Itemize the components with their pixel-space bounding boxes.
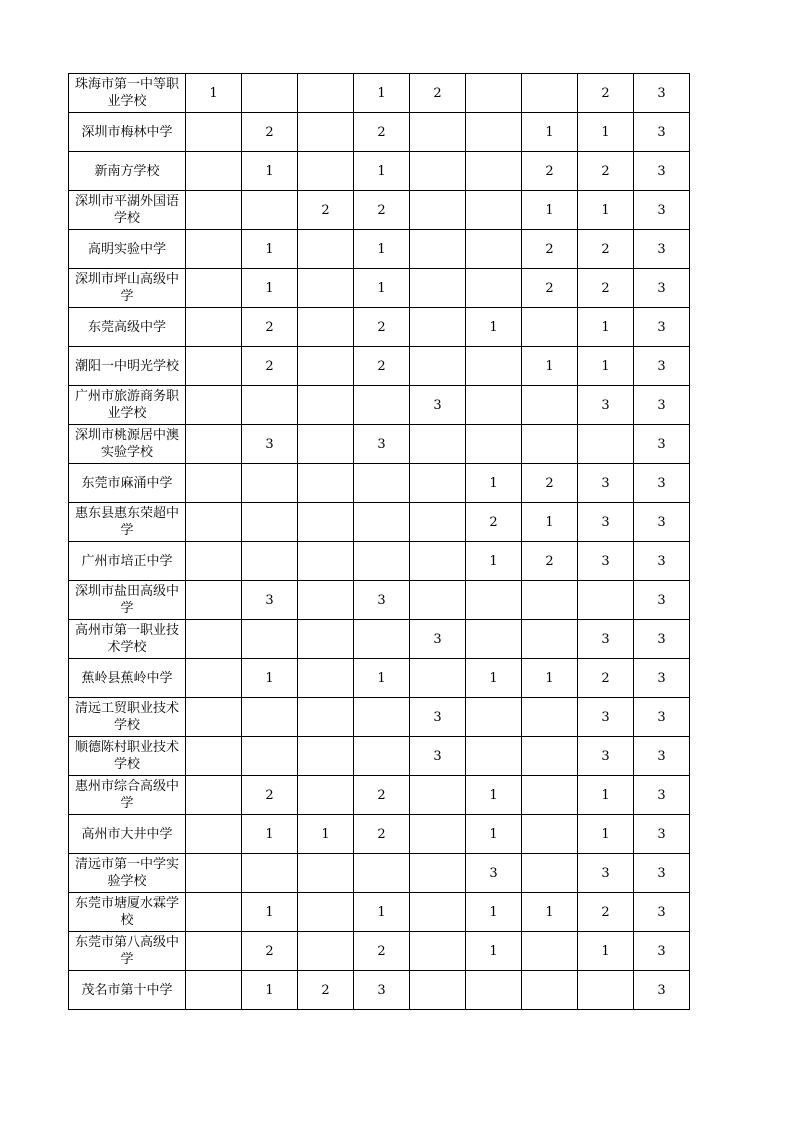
value-cell: 2 <box>578 659 634 698</box>
table-body <box>69 74 690 1010</box>
school-name-cell: 清远工贸职业技术学校 <box>69 698 186 737</box>
value-cell: 1 <box>354 152 410 191</box>
value-cell: 2 <box>578 152 634 191</box>
value-cell: 1 <box>578 815 634 854</box>
table-row <box>69 581 690 620</box>
value-cell: 2 <box>354 776 410 815</box>
table-row <box>69 230 690 269</box>
value-cell: 3 <box>634 191 690 230</box>
school-name-cell: 顺德陈村职业技术学校 <box>69 737 186 776</box>
table-row <box>69 269 690 308</box>
value-cell: 2 <box>242 308 298 347</box>
value-cell: 1 <box>578 113 634 152</box>
value-cell: 2 <box>242 932 298 971</box>
value-cell <box>186 737 242 776</box>
value-cell <box>186 386 242 425</box>
value-cell <box>298 386 354 425</box>
value-cell <box>410 269 466 308</box>
value-cell: 3 <box>354 581 410 620</box>
value-cell <box>410 152 466 191</box>
value-cell: 3 <box>242 425 298 464</box>
table-row <box>69 971 690 1010</box>
value-cell <box>410 776 466 815</box>
value-cell <box>186 620 242 659</box>
value-cell <box>466 347 522 386</box>
value-cell: 3 <box>578 542 634 581</box>
value-cell: 2 <box>242 347 298 386</box>
value-cell <box>298 698 354 737</box>
table-row <box>69 893 690 932</box>
school-name-cell: 广州市培正中学 <box>69 542 186 581</box>
value-cell: 3 <box>634 113 690 152</box>
value-cell <box>410 932 466 971</box>
value-cell: 3 <box>634 698 690 737</box>
value-cell <box>186 113 242 152</box>
value-cell <box>298 152 354 191</box>
value-cell <box>410 347 466 386</box>
value-cell <box>466 269 522 308</box>
value-cell <box>410 815 466 854</box>
value-cell <box>522 425 578 464</box>
table-row <box>69 464 690 503</box>
value-cell: 2 <box>354 191 410 230</box>
table-row <box>69 776 690 815</box>
school-name-cell: 深圳市坪山高级中学 <box>69 269 186 308</box>
value-cell <box>298 269 354 308</box>
table-row <box>69 854 690 893</box>
value-cell: 2 <box>354 308 410 347</box>
value-cell <box>242 737 298 776</box>
value-cell <box>410 464 466 503</box>
table-row <box>69 659 690 698</box>
value-cell <box>466 74 522 113</box>
value-cell: 1 <box>578 776 634 815</box>
value-cell <box>186 659 242 698</box>
school-name-cell: 茂名市第十中学 <box>69 971 186 1010</box>
school-name-cell: 深圳市梅林中学 <box>69 113 186 152</box>
value-cell: 1 <box>466 464 522 503</box>
value-cell: 1 <box>242 269 298 308</box>
value-cell <box>186 698 242 737</box>
school-name-cell: 潮阳一中明光学校 <box>69 347 186 386</box>
school-name-cell: 清远市第一中学实验学校 <box>69 854 186 893</box>
value-cell: 3 <box>634 152 690 191</box>
value-cell: 1 <box>242 971 298 1010</box>
table-row <box>69 932 690 971</box>
value-cell: 2 <box>522 542 578 581</box>
value-cell <box>354 464 410 503</box>
value-cell <box>298 854 354 893</box>
value-cell <box>186 425 242 464</box>
value-cell: 2 <box>354 815 410 854</box>
school-name-cell: 高州市大井中学 <box>69 815 186 854</box>
value-cell <box>298 581 354 620</box>
value-cell <box>466 152 522 191</box>
value-cell <box>186 815 242 854</box>
value-cell: 1 <box>578 191 634 230</box>
value-cell: 3 <box>634 542 690 581</box>
value-cell <box>186 308 242 347</box>
value-cell <box>298 620 354 659</box>
value-cell <box>466 698 522 737</box>
value-cell <box>466 581 522 620</box>
value-cell: 3 <box>634 893 690 932</box>
value-cell <box>242 386 298 425</box>
value-cell: 1 <box>522 191 578 230</box>
value-cell: 1 <box>298 815 354 854</box>
school-name-cell: 蕉岭县蕉岭中学 <box>69 659 186 698</box>
value-cell: 3 <box>410 386 466 425</box>
table-row <box>69 620 690 659</box>
value-cell <box>298 659 354 698</box>
value-cell: 3 <box>578 737 634 776</box>
value-cell: 2 <box>522 230 578 269</box>
value-cell: 3 <box>410 737 466 776</box>
table-row <box>69 113 690 152</box>
value-cell: 2 <box>522 464 578 503</box>
value-cell <box>410 893 466 932</box>
value-cell: 3 <box>466 854 522 893</box>
value-cell: 2 <box>522 269 578 308</box>
value-cell: 3 <box>354 971 410 1010</box>
value-cell: 2 <box>298 971 354 1010</box>
value-cell <box>354 737 410 776</box>
value-cell: 3 <box>634 503 690 542</box>
school-name-cell: 高明实验中学 <box>69 230 186 269</box>
value-cell <box>298 542 354 581</box>
value-cell <box>522 698 578 737</box>
value-cell <box>298 932 354 971</box>
value-cell: 2 <box>242 776 298 815</box>
value-cell <box>410 854 466 893</box>
value-cell <box>522 932 578 971</box>
value-cell <box>186 503 242 542</box>
school-name-cell: 新南方学校 <box>69 152 186 191</box>
value-cell: 3 <box>634 854 690 893</box>
value-cell <box>466 971 522 1010</box>
value-cell <box>186 269 242 308</box>
value-cell <box>298 503 354 542</box>
value-cell <box>522 854 578 893</box>
value-cell: 1 <box>466 542 522 581</box>
value-cell <box>522 308 578 347</box>
value-cell: 3 <box>634 347 690 386</box>
table-row <box>69 737 690 776</box>
value-cell: 3 <box>634 269 690 308</box>
value-cell: 1 <box>578 308 634 347</box>
value-cell <box>354 542 410 581</box>
value-cell: 3 <box>634 659 690 698</box>
value-cell: 3 <box>578 503 634 542</box>
table-row <box>69 698 690 737</box>
value-cell <box>298 230 354 269</box>
value-cell <box>578 425 634 464</box>
value-cell: 2 <box>522 152 578 191</box>
value-cell: 3 <box>634 932 690 971</box>
value-cell <box>242 191 298 230</box>
value-cell <box>522 737 578 776</box>
value-cell <box>242 464 298 503</box>
value-cell: 1 <box>242 815 298 854</box>
value-cell <box>354 386 410 425</box>
value-cell: 2 <box>298 191 354 230</box>
school-name-cell: 东莞市麻涌中学 <box>69 464 186 503</box>
value-cell <box>354 620 410 659</box>
value-cell <box>578 971 634 1010</box>
value-cell <box>466 425 522 464</box>
value-cell <box>410 113 466 152</box>
value-cell: 3 <box>634 737 690 776</box>
value-cell: 1 <box>186 74 242 113</box>
value-cell <box>242 698 298 737</box>
table-row <box>69 308 690 347</box>
value-cell <box>242 74 298 113</box>
value-cell: 2 <box>354 113 410 152</box>
value-cell <box>186 230 242 269</box>
school-name-cell: 惠东县惠东荣超中学 <box>69 503 186 542</box>
value-cell <box>186 152 242 191</box>
value-cell <box>410 503 466 542</box>
value-cell <box>242 503 298 542</box>
school-name-cell: 深圳市桃源居中澳实验学校 <box>69 425 186 464</box>
value-cell <box>186 542 242 581</box>
value-cell <box>466 737 522 776</box>
value-cell: 1 <box>242 230 298 269</box>
value-cell <box>522 581 578 620</box>
value-cell: 1 <box>242 893 298 932</box>
table-row <box>69 425 690 464</box>
school-name-cell: 高州市第一职业技术学校 <box>69 620 186 659</box>
value-cell <box>298 737 354 776</box>
value-cell <box>298 464 354 503</box>
value-cell: 3 <box>578 698 634 737</box>
value-cell <box>466 620 522 659</box>
school-name-cell: 东莞高级中学 <box>69 308 186 347</box>
school-name-cell: 东莞市塘厦水霖学校 <box>69 893 186 932</box>
school-name-cell: 珠海市第一中等职业学校 <box>69 74 186 113</box>
value-cell: 1 <box>354 893 410 932</box>
value-cell <box>410 581 466 620</box>
table-row <box>69 74 690 113</box>
value-cell: 2 <box>578 230 634 269</box>
value-cell: 3 <box>634 815 690 854</box>
value-cell: 3 <box>634 425 690 464</box>
value-cell <box>522 74 578 113</box>
value-cell <box>298 776 354 815</box>
value-cell: 3 <box>634 386 690 425</box>
value-cell <box>186 971 242 1010</box>
value-cell <box>298 425 354 464</box>
value-cell <box>298 308 354 347</box>
value-cell: 1 <box>522 893 578 932</box>
value-cell: 2 <box>466 503 522 542</box>
value-cell <box>186 581 242 620</box>
value-cell <box>466 386 522 425</box>
value-cell <box>410 542 466 581</box>
value-cell: 1 <box>522 503 578 542</box>
value-cell: 3 <box>242 581 298 620</box>
value-cell: 3 <box>410 620 466 659</box>
value-cell: 1 <box>522 659 578 698</box>
table-row <box>69 386 690 425</box>
value-cell: 2 <box>354 347 410 386</box>
value-cell: 3 <box>634 308 690 347</box>
school-name-cell: 东莞市第八高级中学 <box>69 932 186 971</box>
value-cell: 1 <box>466 659 522 698</box>
school-name-cell: 深圳市平湖外国语学校 <box>69 191 186 230</box>
value-cell: 2 <box>578 74 634 113</box>
value-cell: 1 <box>242 152 298 191</box>
value-cell <box>298 347 354 386</box>
value-cell <box>578 581 634 620</box>
value-cell: 2 <box>578 269 634 308</box>
school-name-cell: 深圳市盐田高级中学 <box>69 581 186 620</box>
value-cell <box>410 971 466 1010</box>
value-cell: 1 <box>466 815 522 854</box>
value-cell <box>186 347 242 386</box>
value-cell <box>186 776 242 815</box>
value-cell <box>522 776 578 815</box>
table-row <box>69 815 690 854</box>
value-cell: 1 <box>354 659 410 698</box>
value-cell: 1 <box>466 893 522 932</box>
value-cell <box>522 620 578 659</box>
value-cell <box>466 230 522 269</box>
value-cell: 2 <box>354 932 410 971</box>
value-cell <box>186 854 242 893</box>
value-cell <box>410 191 466 230</box>
value-cell: 1 <box>578 347 634 386</box>
table-row <box>69 503 690 542</box>
value-cell <box>354 698 410 737</box>
value-cell: 1 <box>578 932 634 971</box>
value-cell <box>522 815 578 854</box>
value-cell <box>242 854 298 893</box>
value-cell: 1 <box>354 230 410 269</box>
value-cell <box>186 932 242 971</box>
value-cell <box>186 893 242 932</box>
school-table <box>68 73 690 1010</box>
table-row <box>69 542 690 581</box>
value-cell: 3 <box>578 464 634 503</box>
value-cell: 1 <box>466 776 522 815</box>
school-name-cell: 广州市旅游商务职业学校 <box>69 386 186 425</box>
value-cell: 3 <box>634 620 690 659</box>
value-cell <box>466 191 522 230</box>
value-cell <box>522 971 578 1010</box>
value-cell: 3 <box>578 620 634 659</box>
value-cell <box>298 893 354 932</box>
value-cell <box>410 425 466 464</box>
value-cell <box>298 74 354 113</box>
value-cell: 3 <box>578 854 634 893</box>
table-row <box>69 152 690 191</box>
value-cell <box>410 659 466 698</box>
value-cell <box>354 503 410 542</box>
value-cell: 1 <box>522 113 578 152</box>
value-cell <box>522 386 578 425</box>
value-cell: 3 <box>634 581 690 620</box>
value-cell: 3 <box>634 74 690 113</box>
value-cell <box>242 620 298 659</box>
value-cell: 2 <box>242 113 298 152</box>
table-row <box>69 191 690 230</box>
value-cell: 1 <box>466 308 522 347</box>
value-cell <box>186 191 242 230</box>
value-cell: 3 <box>410 698 466 737</box>
value-cell: 1 <box>242 659 298 698</box>
table-row <box>69 347 690 386</box>
value-cell: 1 <box>466 932 522 971</box>
value-cell: 3 <box>578 386 634 425</box>
value-cell: 3 <box>634 230 690 269</box>
value-cell: 2 <box>578 893 634 932</box>
value-cell: 3 <box>634 776 690 815</box>
school-name-cell: 惠州市综合高级中学 <box>69 776 186 815</box>
value-cell <box>242 542 298 581</box>
value-cell: 2 <box>410 74 466 113</box>
value-cell <box>186 464 242 503</box>
value-cell: 1 <box>354 269 410 308</box>
value-cell: 1 <box>354 74 410 113</box>
value-cell: 3 <box>634 971 690 1010</box>
value-cell: 3 <box>354 425 410 464</box>
value-cell: 1 <box>522 347 578 386</box>
value-cell <box>466 113 522 152</box>
value-cell <box>410 230 466 269</box>
value-cell <box>298 113 354 152</box>
value-cell <box>354 854 410 893</box>
value-cell: 3 <box>634 464 690 503</box>
value-cell <box>410 308 466 347</box>
